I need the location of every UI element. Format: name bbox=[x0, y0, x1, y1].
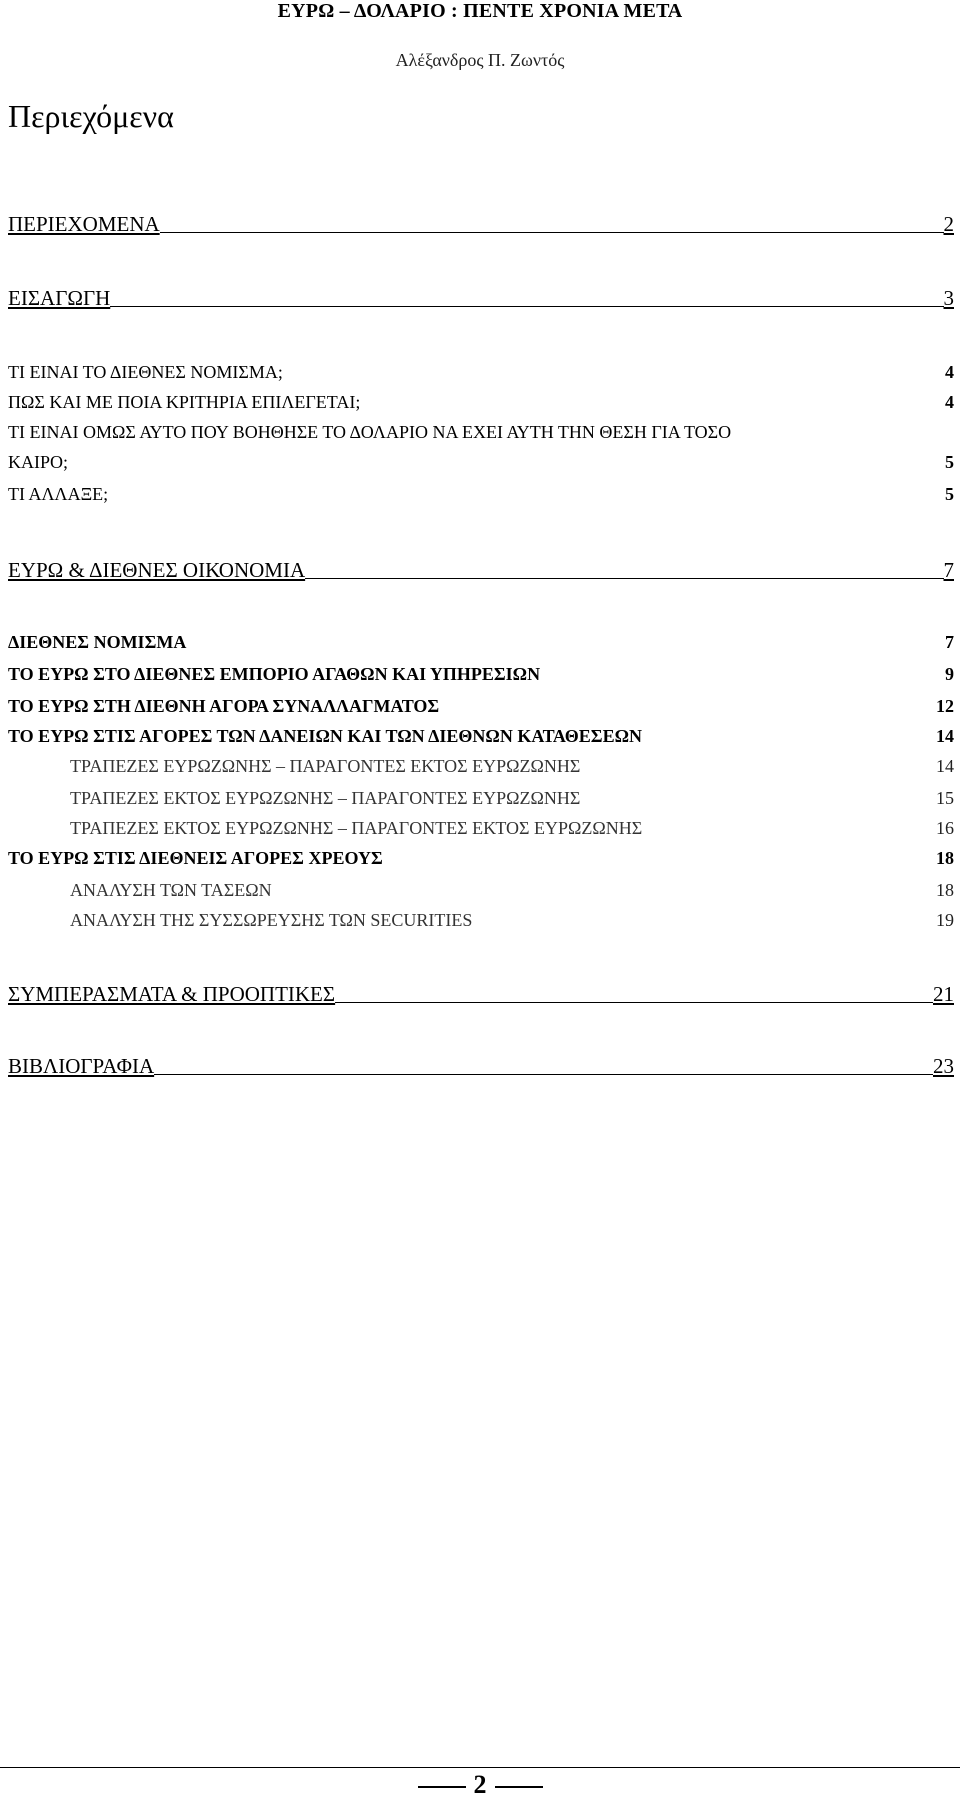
toc-page-number: 18 bbox=[936, 880, 954, 900]
toc-entry-label: ΤΟ ΕΥΡΩ ΣΤΗ ΔΙΕΘΝΗ ΑΓΟΡΑ ΣΥΝΑΛΛΑΓΜΑΤΟΣ bbox=[8, 696, 440, 716]
toc-entry-vivliografia[interactable] bbox=[8, 1054, 954, 1079]
toc-page-number: 21 bbox=[933, 982, 954, 1006]
toc-page-number: 12 bbox=[936, 696, 954, 716]
toc-page-number: 14 bbox=[936, 756, 954, 776]
toc-entry-pos-kai[interactable] bbox=[8, 392, 954, 413]
toc-entry-label: ΤΡΑΠΕΖΕΣ ΕΥΡΩΖΩΝΗΣ – ΠΑΡΑΓΟΝΤΕΣ ΕΚΤΟΣ ΕΥΡΩΖΩΝΗΣ bbox=[70, 756, 581, 776]
toc-entry-label: ΤΙ ΑΛΛΑΞΕ; bbox=[8, 484, 109, 504]
toc-page-number: 15 bbox=[936, 788, 954, 808]
toc-page-number: 9 bbox=[945, 664, 954, 684]
page-title: Περιεχόμενα bbox=[8, 98, 174, 134]
toc-entry-label: ΤΡΑΠΕΖΕΣ ΕΚΤΟΣ ΕΥΡΩΖΩΝΗΣ – ΠΑΡΑΓΟΝΤΕΣ ΕΚΤΟΣ ΕΥΡΩΖΩΝΗΣ bbox=[70, 818, 643, 838]
toc-entry-label: ΤΡΑΠΕΖΕΣ ΕΚΤΟΣ ΕΥΡΩΖΩΝΗΣ – ΠΑΡΑΓΟΝΤΕΣ ΕΥΡΩΖΩΝΗΣ bbox=[70, 788, 581, 808]
toc-page-number: 19 bbox=[936, 910, 954, 930]
toc-entry-trapezes-2[interactable] bbox=[8, 788, 954, 809]
toc-entry-label: ΤΟ ΕΥΡΩ ΣΤΟ ΔΙΕΘΝΕΣ ΕΜΠΟΡΙΟ ΑΓΑΘΩΝ ΚΑΙ ΥΠΗΡΕΣΙΩΝ bbox=[8, 664, 541, 684]
toc-entry-label: ΕΙΣΑΓΩΓΗ bbox=[8, 286, 111, 310]
toc-entry-agora[interactable] bbox=[8, 696, 954, 717]
toc-entry-taseon[interactable] bbox=[8, 880, 954, 901]
toc-entry-label: ΤΟ ΕΥΡΩ ΣΤΙΣ ΑΓΟΡΕΣ ΤΩΝ ΔΑΝΕΙΩΝ ΚΑΙ ΤΩΝ ΔΙΕΘΝΩΝ ΚΑΤΑΘΕΣΕΩΝ bbox=[8, 726, 642, 746]
toc-entry-emporio[interactable] bbox=[8, 664, 954, 685]
leader-line bbox=[305, 578, 943, 579]
toc-entry-label: ΣΥΜΠΕΡΑΣΜΑΤΑ & ΠΡΟΟΠΤΙΚΕΣ bbox=[8, 982, 336, 1006]
toc-entry-periexomena[interactable] bbox=[8, 212, 954, 237]
toc-entry-label: ΠΩΣ ΚΑΙ ΜΕ ΠΟΙΑ ΚΡΙΤΗΡΙΑ ΕΠΙΛΕΓΕΤΑΙ; bbox=[8, 392, 361, 412]
dash-left bbox=[418, 1786, 466, 1788]
toc-entry-label: ΠΕΡΙΕΧΟΜΕΝΑ bbox=[8, 212, 160, 236]
toc-entry-label: ΚΑΙΡΟ; bbox=[8, 452, 69, 472]
toc-entry-ti-einai[interactable] bbox=[8, 362, 954, 383]
toc-entry-label: ΤΙ ΕΙΝΑΙ ΤΟ ΔΙΕΘΝΕΣ ΝΟΜΙΣΜΑ; bbox=[8, 362, 283, 382]
toc-page-number: 4 bbox=[945, 362, 954, 382]
toc-page-number: 7 bbox=[943, 558, 954, 582]
toc-page-number: 16 bbox=[936, 818, 954, 838]
toc-entry-label: ΕΥΡΩ & ΔΙΕΘΝΕΣ ΟΙΚΟΝΟΜΙΑ bbox=[8, 558, 306, 582]
toc-entry-symperasmata[interactable] bbox=[8, 982, 954, 1007]
toc-page-number: 23 bbox=[933, 1054, 954, 1078]
toc-page-number: 5 bbox=[945, 484, 954, 504]
toc-entry-label: ΔΙΕΘΝΕΣ ΝΟΜΙΣΜΑ bbox=[8, 632, 187, 652]
leader-line bbox=[110, 306, 943, 307]
toc-page-number: 18 bbox=[936, 848, 954, 868]
toc-entry-ti-einai-omos-cont[interactable] bbox=[8, 452, 954, 473]
toc-entry-evro-diethnes[interactable] bbox=[8, 558, 954, 583]
dash-right bbox=[495, 1786, 543, 1788]
page-number bbox=[0, 1770, 960, 1800]
toc-entry-trapezes-3[interactable] bbox=[8, 818, 954, 839]
toc-page-number: 7 bbox=[945, 632, 954, 652]
running-title: ΕΥΡΩ – ΔΟΛΑΡΙΟ : ΠΕΝΤΕ ΧΡΟΝΙΑ ΜΕΤΑ bbox=[277, 0, 683, 22]
toc-entry-ti-einai-omos[interactable] bbox=[8, 422, 954, 443]
toc-entry-xreous[interactable] bbox=[8, 848, 954, 869]
leader-line bbox=[335, 1002, 933, 1003]
toc-entry-trapezes-1[interactable] bbox=[8, 756, 954, 777]
leader-line bbox=[154, 1074, 933, 1075]
leader-line bbox=[160, 232, 944, 233]
toc-page-number: 3 bbox=[943, 286, 954, 310]
toc-page-number: 4 bbox=[945, 392, 954, 412]
toc-entry-securities[interactable] bbox=[8, 910, 954, 931]
toc-page-number: 5 bbox=[945, 452, 954, 472]
footer-rule bbox=[0, 1767, 960, 1768]
toc-page-number: 2 bbox=[943, 212, 954, 236]
toc-entry-label: ΑΝΑΛΥΣΗ ΤΗΣ ΣΥΣΣΩΡΕΥΣΗΣ ΤΩΝ SECURITIES bbox=[70, 910, 473, 930]
author-name: Αλέξανδρος Π. Ζωντός bbox=[395, 50, 565, 70]
toc-entry-label: ΤΙ ΕΙΝΑΙ ΟΜΩΣ ΑΥΤΟ ΠΟΥ ΒΟΗΘΗΣΕ ΤΟ ΔΟΛΑΡΙΟ ΝΑ ΕΧΕΙ ΑΥΤΗ ΤΗΝ ΘΕΣΗ ΓΙΑ ΤΟΣΟ bbox=[8, 422, 732, 442]
toc-entry-eisagogi[interactable] bbox=[8, 286, 954, 311]
toc-page-number: 14 bbox=[936, 726, 954, 746]
toc-entry-label: ΒΙΒΛΙΟΓΡΑΦΙΑ bbox=[8, 1054, 155, 1078]
toc-entry-label: ΑΝΑΛΥΣΗ ΤΩΝ ΤΑΣΕΩΝ bbox=[70, 880, 272, 900]
page-number-value: 2 bbox=[473, 1770, 487, 1799]
toc-entry-daneia[interactable] bbox=[8, 726, 954, 747]
toc-entry-diethnes-nomisma[interactable] bbox=[8, 632, 954, 653]
toc-entry-label: ΤΟ ΕΥΡΩ ΣΤΙΣ ΔΙΕΘΝΕΙΣ ΑΓΟΡΕΣ ΧΡΕΟΥΣ bbox=[8, 848, 383, 868]
toc-entry-ti-allaxe[interactable] bbox=[8, 484, 954, 505]
